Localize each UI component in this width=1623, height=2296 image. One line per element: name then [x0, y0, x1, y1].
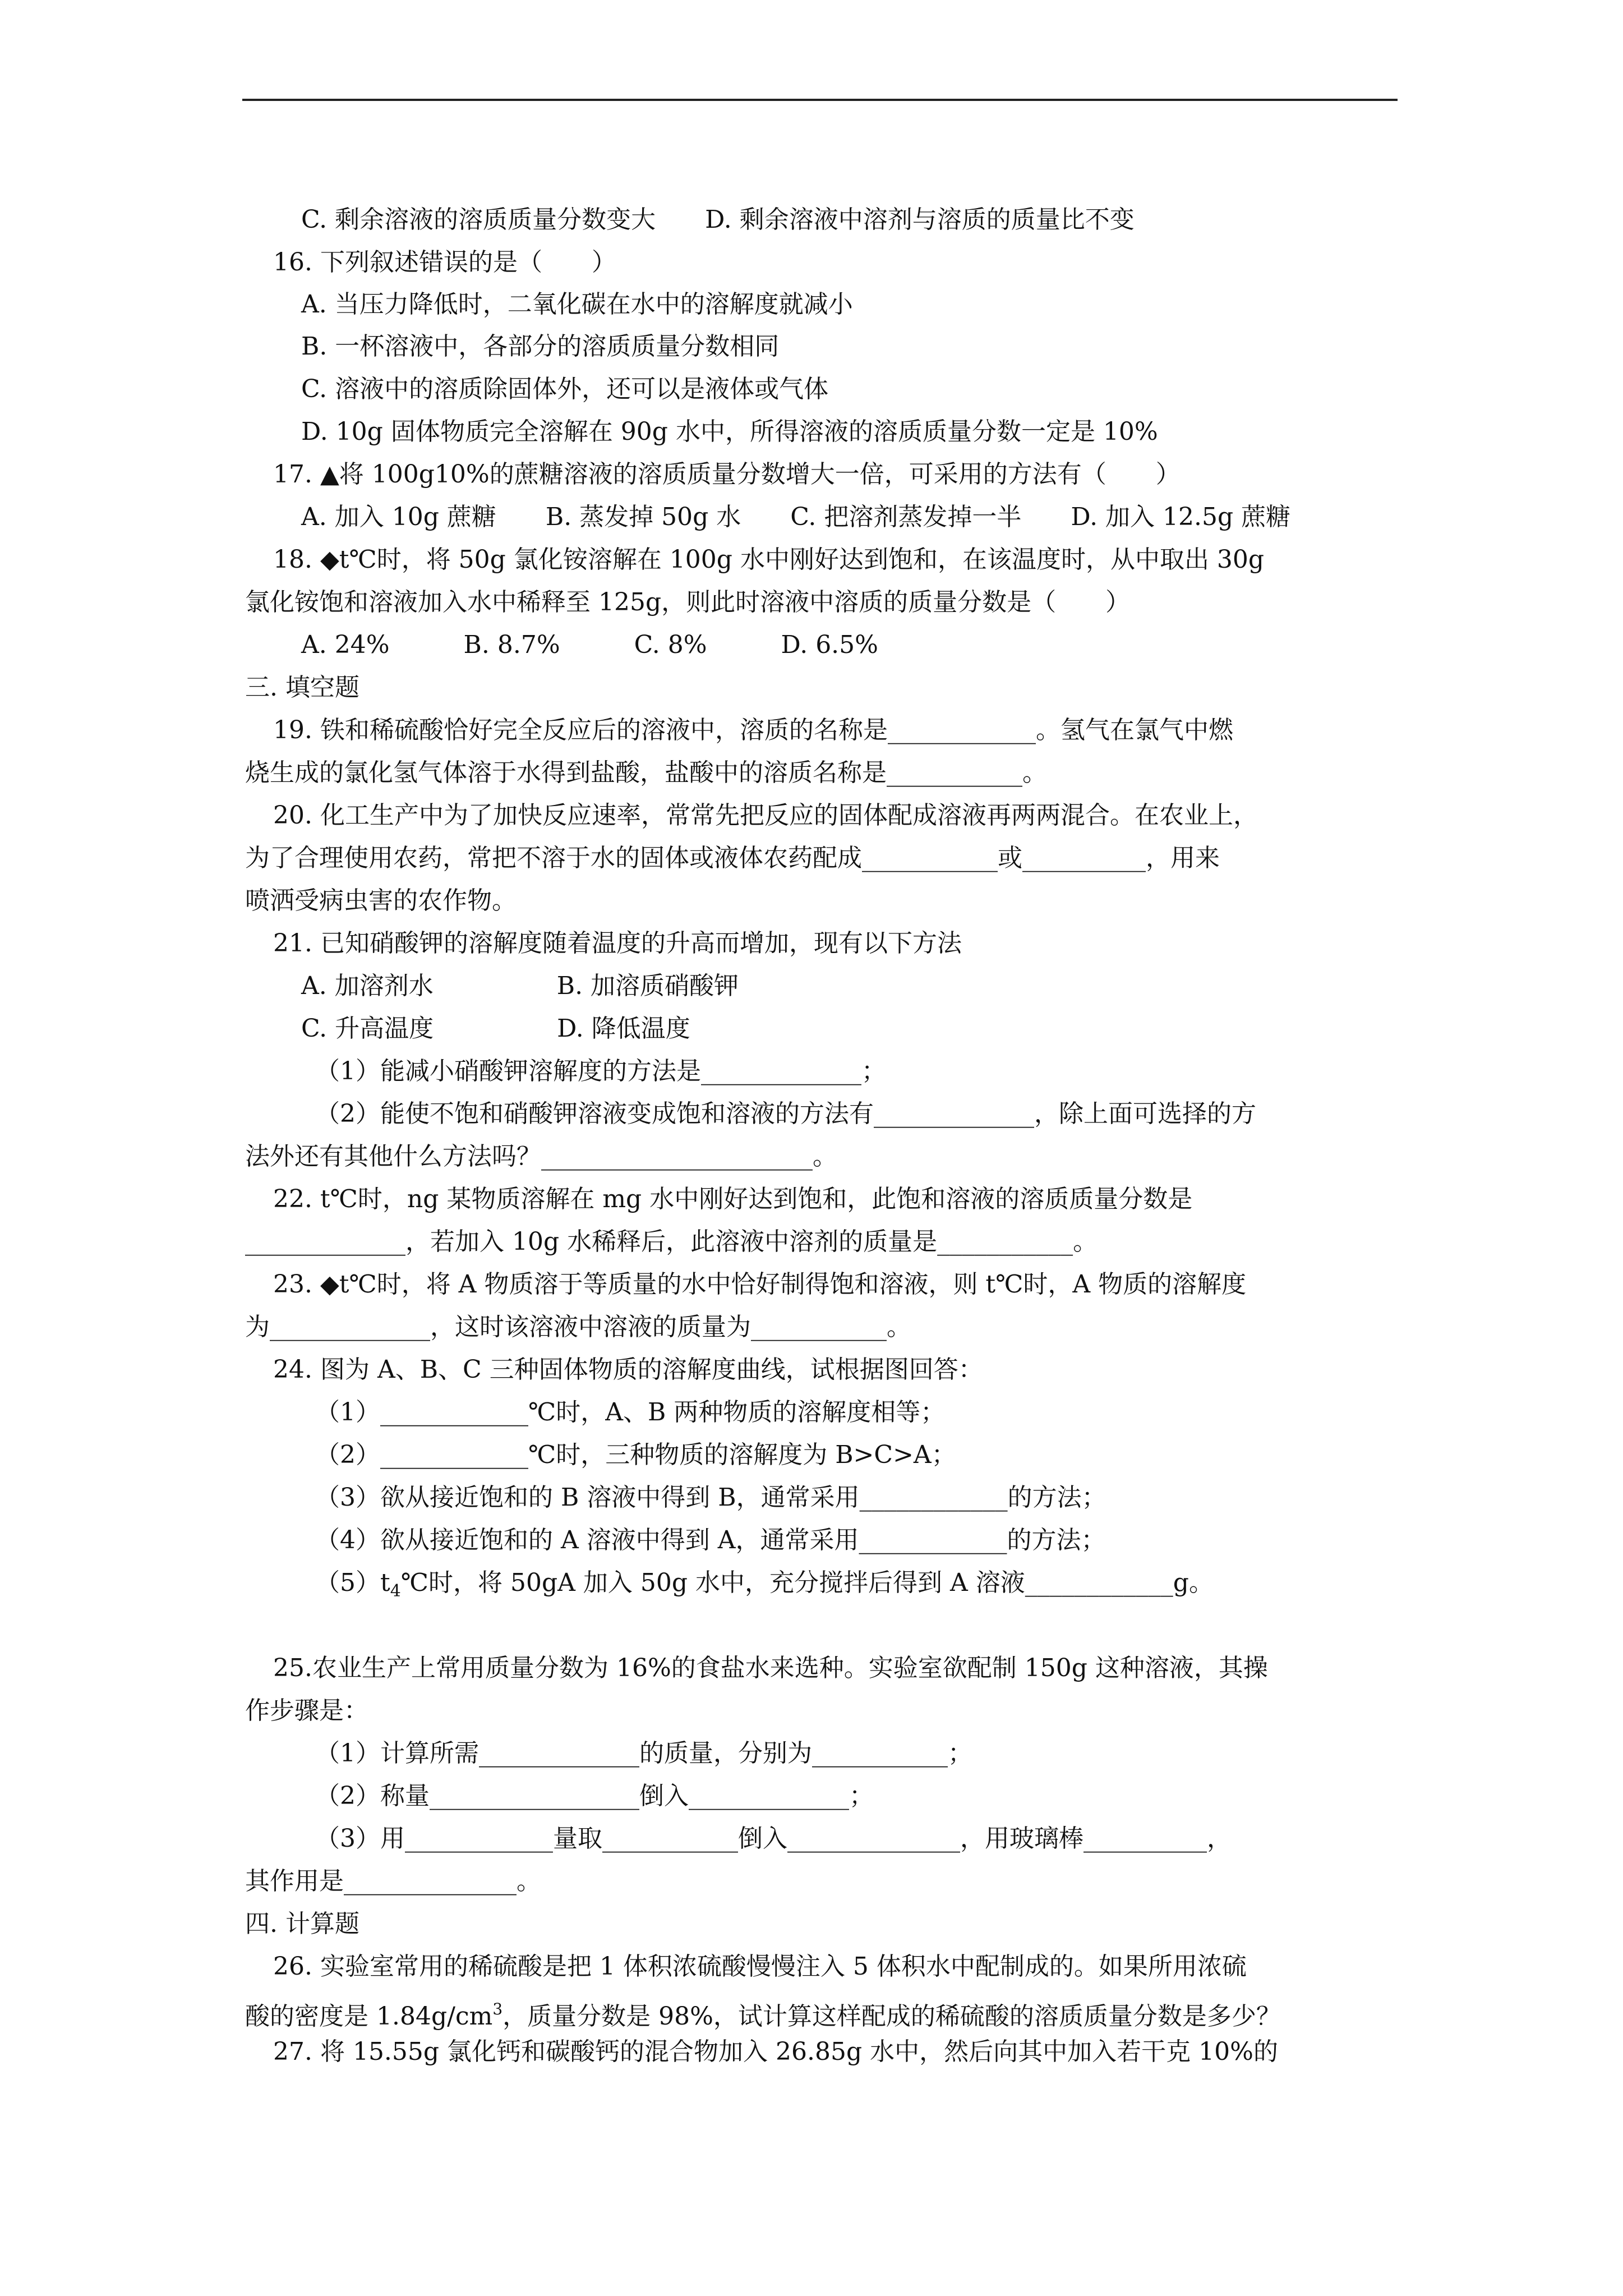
q25-line1: 25.农业生产上常用质量分数为 16%的食盐水来选种。实验室欲配制 150g 这种溶液，其操 [273, 1654, 1268, 1682]
q24-sub3: （3）欲从接近饱和的 B 溶液中得到 B，通常采用____________的方法； [315, 1483, 1106, 1512]
q24-stem: 24. 图为 A、B、C 三种固体物质的溶解度曲线，试根据图回答： [273, 1355, 983, 1384]
q21-options-cd: C. 升高温度 D. 降低温度 [301, 1014, 690, 1043]
q23-line2: 为_____________，这时该溶液中溶液的质量为___________。 [245, 1313, 911, 1341]
q23-line1: 23. ◆t℃时，将 A 物质溶于等质量的水中恰好制得饱和溶液，则 t℃时，A 物质的溶解度 [273, 1270, 1247, 1299]
q19-line2: 烧生成的氯化氢气体溶于水得到盐酸，盐酸中的溶质名称是___________。 [245, 758, 1047, 787]
q19-line1: 19. 铁和稀硫酸恰好完全反应后的溶液中，溶质的名称是____________。氢气在氯气中燃 [273, 716, 1233, 744]
q25-sub1: （1）计算所需_____________的质量，分别为___________； [315, 1739, 972, 1768]
q26-line2 [245, 1994, 1281, 2032]
q26-line2-rest: ，质量分数是 98%，试计算这样配成的稀硫酸的溶质质量分数是多少？ [502, 2002, 1281, 2031]
q21-stem: 21. 已知硝酸钾的溶解度随着温度的升高而增加，现有以下方法 [273, 929, 962, 958]
q21-options-ab: A. 加溶剂水 B. 加溶质硝酸钾 [301, 972, 739, 1000]
q25-sub3-line2: 其作用是______________。 [245, 1867, 541, 1895]
q24-sub1: （1）____________℃时，A、B 两种物质的溶解度相等； [315, 1398, 946, 1427]
q16-option-d: D. 10g 固体物质完全溶解在 90g 水中，所得溶液的溶质质量分数一定是 10% [301, 417, 1158, 446]
section-calculation-heading: 四. 计算题 [245, 1910, 359, 1938]
q22-line2: _____________，若加入 10g 水稀释后，此溶液中溶剂的质量是___________。 [245, 1227, 1098, 1256]
q24-sub5-rest: ℃时，将 50gA 加入 50g 水中，充分搅拌后得到 A 溶液____________g。 [400, 1568, 1214, 1597]
q22-line1: 22. t℃时，ng 某物质溶解在 mg 水中刚好达到饱和，此饱和溶液的溶质质量分数是 [273, 1185, 1193, 1213]
q17-stem: 17. ▲将 100g10%的蔗糖溶液的溶质质量分数增大一倍，可采用的方法有（ ） [273, 460, 1181, 489]
q21-sub2-line1: （2）能使不饱和硝酸钾溶液变成饱和溶液的方法有_____________，除上面可选择的方 [315, 1099, 1256, 1128]
q15-options-cd: C. 剩余溶液的溶质质量分数变大 D. 剩余溶液中溶剂与溶质的质量比不变 [301, 205, 1135, 234]
q16-option-b: B. 一杯溶液中，各部分的溶质质量分数相同 [301, 332, 780, 361]
q25-sub2: （2）称量_________________倒入_____________； [315, 1782, 874, 1810]
q18-stem-line1: 18. ◆t℃时，将 50g 氯化铵溶解在 100g 水中刚好达到饱和，在该温度时，从中取出 30g [273, 545, 1265, 574]
q26-line1: 26. 实验室常用的稀硫酸是把 1 体积浓硫酸慢慢注入 5 体积水中配制成的。如果所用浓硫 [273, 1952, 1247, 1981]
q21-sub2-line2: 法外还有其他什么方法吗？______________________。 [245, 1142, 837, 1171]
q18-options: A. 24% B. 8.7% C. 8% D. 6.5% [301, 631, 878, 659]
q16-option-a: A. 当压力降低时，二氧化碳在水中的溶解度就减小 [301, 290, 853, 319]
section-fill-in-heading: 三. 填空题 [245, 673, 359, 702]
q27-line1: 27. 将 15.55g 氯化钙和碳酸钙的混合物加入 26.85g 水中，然后向其中加入若干克 10%的 [273, 2037, 1278, 2066]
header-rule [242, 99, 1398, 101]
q24-sub2: （2）____________℃时，三种物质的溶解度为 B>C>A； [315, 1441, 956, 1469]
q25-line2: 作步骤是： [245, 1696, 368, 1725]
q26-line2-prefix: 酸的密度是 1.84g/cm [245, 2002, 493, 2031]
q16-option-c: C. 溶液中的溶质除固体外，还可以是液体或气体 [301, 375, 829, 403]
q21-sub1: （1）能减小硝酸钾溶解度的方法是_____________； [315, 1057, 886, 1085]
q20-line3: 喷洒受病虫害的农作物。 [245, 886, 517, 915]
subscript-4: 4 [390, 1581, 401, 1601]
q24-sub5 [315, 1567, 1214, 1607]
q16-stem: 16. 下列叙述错误的是（ ） [273, 248, 616, 277]
q20-line1: 20. 化工生产中为了加快反应速率，常常先把反应的固体配成溶液再两两混合。在农业上， [273, 801, 1258, 830]
q25-sub3-line1: （3）用____________量取___________倒入______________，用玻璃棒__________， [315, 1824, 1232, 1853]
q20-line2: 为了合理使用农药，常把不溶于水的固体或液体农药配成___________或__________，用来 [245, 844, 1220, 872]
q17-options: A. 加入 10g 蔗糖 B. 蒸发掉 50g 水 C. 把溶剂蒸发掉一半 D. 加入 12.5g 蔗糖 [301, 503, 1291, 531]
q24-sub4: （4）欲从接近饱和的 A 溶液中得到 A，通常采用____________的方法； [315, 1526, 1106, 1554]
superscript-3: 3 [492, 2000, 503, 2018]
q18-stem-line2: 氯化铵饱和溶液加入水中稀释至 125g，则此时溶液中溶质的质量分数是（ ） [245, 588, 1131, 616]
q24-sub5-prefix: （5）t [315, 1568, 390, 1597]
